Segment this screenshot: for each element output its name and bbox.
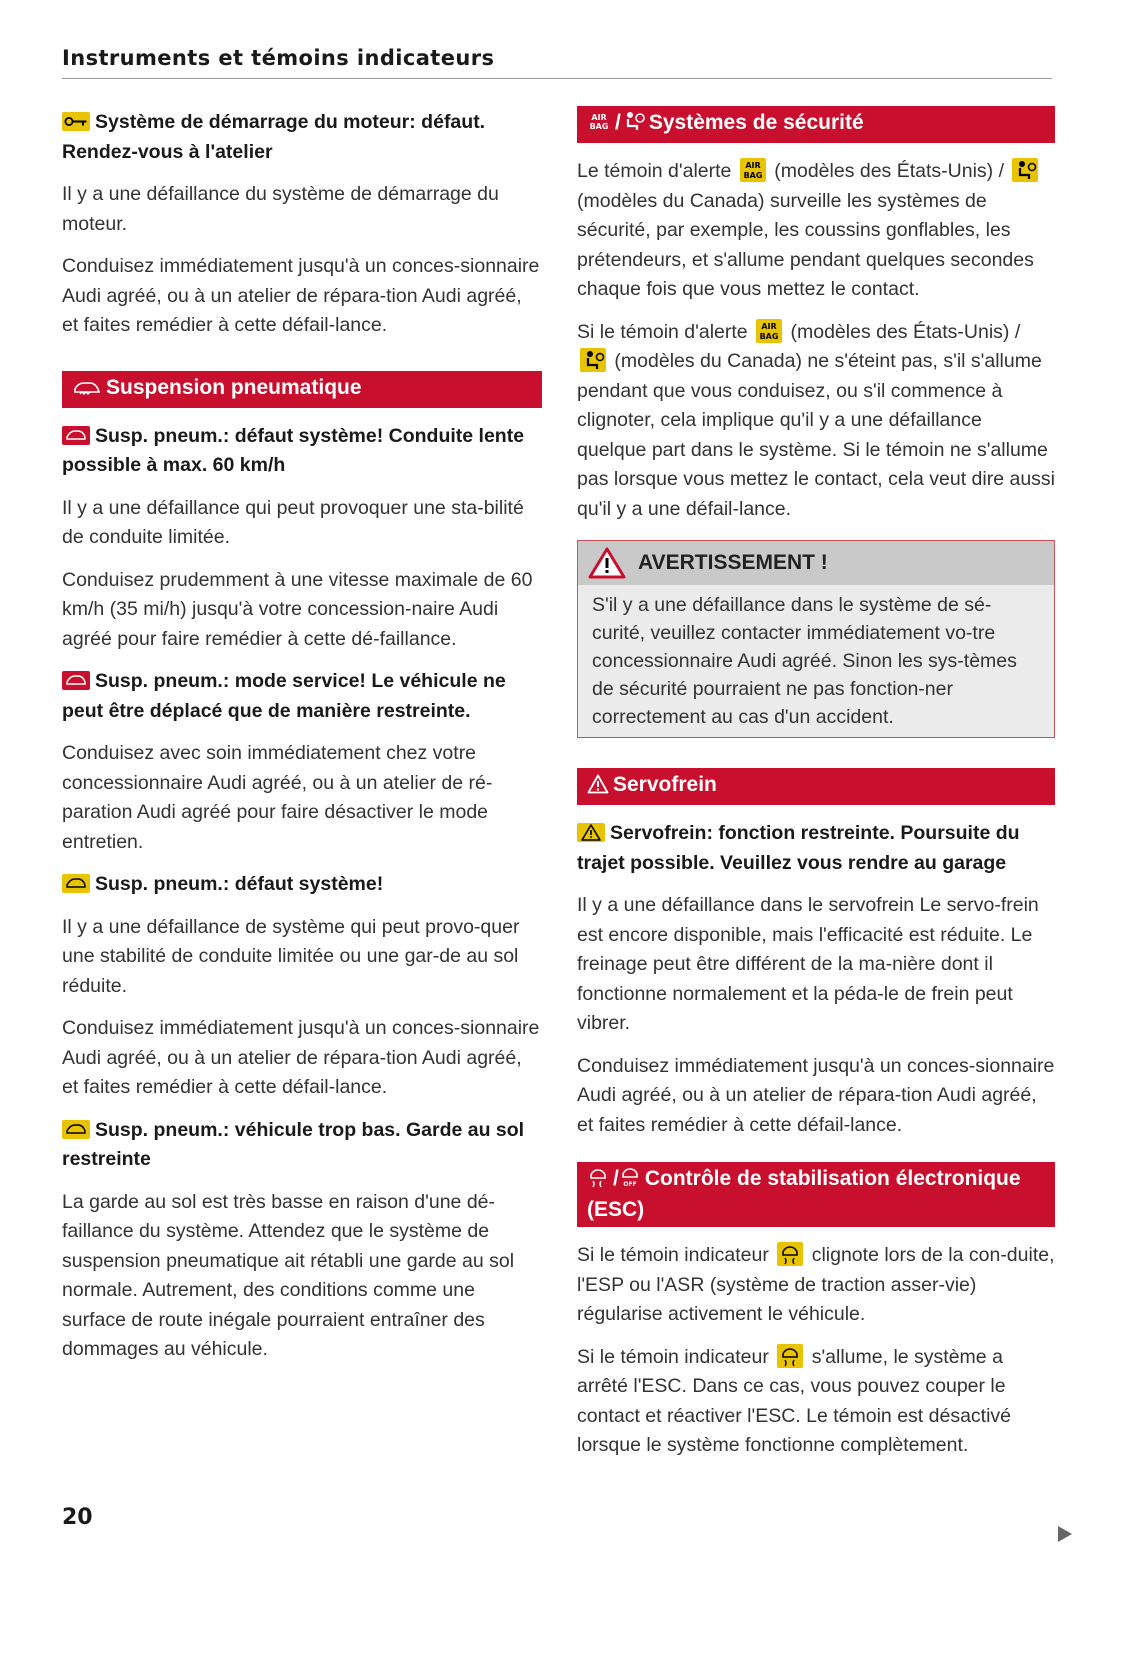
page-number: 20 [62,1505,93,1530]
servo-text-1: Il y a une défaillance dans le servofrein Le servo-frein est encore disponible, mais l'efficacité est réduite. Le freinage peut être différent de la ma-nière dont il fonctionne normalement et la péda-le de frein peut vibrer. [577,894,1039,1034]
engine-start-text-2: Conduisez immédiatement jusqu'à un conces-sionnaire Audi agréé, ou à un atelier de répara-tion Audi agréé, et faites remédier à cette défail-lance. [62,255,540,336]
page-title: Instruments et témoins indicateurs [62,46,495,70]
esc-skid-icon [587,1166,609,1196]
warning-box-title: AVERTISSEMENT ! [638,551,828,574]
suspension-warning-3-heading: Susp. pneum.: défaut système! [62,870,542,900]
suspension-red-icon [62,671,90,690]
airbag-warning-lamp-icon [740,158,766,182]
right-column [577,108,1055,1474]
servo-section-title: Servofrein [577,768,1055,805]
suspension-warning-3-text-1: Il y a une défaillance de système qui peut provo-quer une stabilité de conduite limitée ou une gar-de au sol réduite. [62,915,520,997]
suspension-warning-1-heading: Susp. pneum.: défaut système! Conduite lente possible à max. 60 km/h [62,424,525,476]
seated-passenger-lamp-icon [580,348,606,372]
safety-text-1: Le témoin d'alerte AIR BAG (modèles des États-Unis) / (modèles du Canada) surveille les systèmes de sécurité, par exemple, les coussins gonflables, les prétendeurs, et s'allume pendant quelques secondes chaque fois que vous mettez le contact. [577,157,1055,305]
warning-box-text: S'il y a une défaillance dans le système de sé-curité, veuillez contacter immédiatement vo-tre concessionnaire Audi agréé. Sinon les sys-tèmes de sécurité pourraient ne pas fonction-ner correctement au cas d'un accident. [592,594,1017,728]
suspension-warning-2-heading: Susp. pneum.: mode service! Le véhicule ne peut être déplacé que de manière restreinte. [62,670,506,722]
airbag-icon [587,110,611,140]
suspension-yellow-icon [62,1120,90,1139]
esc-off-icon [619,1166,641,1196]
svg-text:BAG: BAG [743,171,763,180]
engine-start-heading: Système de démarrage du moteur: défaut. Rendez-vous à l'atelier [62,111,486,163]
suspension-warning-4-text-1: La garde au sol est très basse en raison d'une dé-faillance du système. Attendez que le système de suspension pneumatique ait rétabli une garde au sol normale. Autrement, des conditions comme une surface de route inégale pourraient entraîner des dommages au véhicule. [62,1190,515,1360]
key-icon [62,112,90,131]
svg-text:AIR: AIR [591,113,607,122]
warning-triangle-icon [577,823,605,842]
seated-passenger-icon [621,110,645,140]
page-header [62,46,1052,79]
seated-passenger-lamp-icon [1012,158,1038,182]
suspension-warning-3-text-2: Conduisez immédiatement jusqu'à un conces-sionnaire Audi agréé, ou à un atelier de répara-tion Audi agréé, et faites remédier à cette défail-lance. [62,1017,540,1098]
warning-box-body [578,585,1054,737]
esc-skid-lamp-icon [777,1242,803,1266]
svg-text:OFF: OFF [623,1181,637,1188]
svg-text:AIR: AIR [745,161,761,170]
left-column [62,108,542,1378]
esc-section-title: / OFF Contrôle de stabilisation électronique (ESC) [577,1162,1055,1227]
suspension-warning-1-text-2: Conduisez prudemment à une vitesse maximale de 60 km/h (35 mi/h) jusqu'à votre concession-naire Audi agréé pour faire remédier à cette dé-faillance. [62,568,533,650]
suspension-red-icon [62,426,90,445]
engine-start-text-1: Il y a une défaillance du système de démarrage du moteur. [62,183,499,235]
warning-triangle-icon [587,774,609,802]
warning-triangle-icon [588,547,626,579]
safety-warning-box [577,540,1055,738]
airbag-warning-lamp-icon [756,319,782,343]
warning-box-header [578,541,1054,585]
svg-text:AIR: AIR [761,321,777,331]
safety-text-2: Si le témoin d'alerte AIR BAG (modèles des États-Unis) / (modèles du Canada) ne s'éteint pas, s'il s'allume pendant que vous conduisez, ou s'il commence à clignoter, cela implique qu'il y a une défaillance quelque part dans le système. Si le témoin ne s'allume pas lorsque vous mettez le contact, cela veut dire aussi qu'il y a une défail-lance. [577,320,1055,520]
suspension-section-title: Suspension pneumatique [62,371,542,408]
suspension-warning-1-text-1: Il y a une défaillance qui peut provoquer une sta-bilité de conduite limitée. [62,496,524,548]
suspension-warning-2-text-1: Conduisez avec soin immédiatement chez votre concessionnaire Audi agréé, ou à un atelier de ré-paration Audi agréé pour faire désactiver le mode entretien. [62,742,493,853]
esc-skid-lamp-icon [777,1344,803,1368]
svg-text:BAG: BAG [759,331,779,341]
svg-text:BAG: BAG [589,122,609,131]
suspension-warning-4-heading: Susp. pneum.: véhicule trop bas. Garde au sol restreinte [62,1118,525,1170]
servo-warning-heading: Servofrein: fonction restreinte. Poursuite du trajet possible. Veuillez vous rendre au garage [577,822,1020,874]
header-divider [62,78,1052,79]
esc-text-1: Si le témoin indicateur clignote lors de la con-duite, l'ESP ou l'ASR (système de traction asser-vie) régularise activement le véhicule. [577,1244,1055,1325]
car-suspension-icon [72,377,102,405]
safety-section-title: AIR BAG / Systèmes de sécurité [577,106,1055,143]
continue-arrow-icon [1058,1526,1072,1542]
suspension-yellow-icon [62,874,90,893]
esc-text-2: Si le témoin indicateur s'allume, le système a arrêté l'ESC. Dans ce cas, vous pouvez couper le contact et réactiver l'ESC. Le témoin est désactivé lorsque le système fonctionne complètement. [577,1345,1012,1456]
servo-text-2: Conduisez immédiatement jusqu'à un conces-sionnaire Audi agréé, ou à un atelier de répara-tion Audi agréé, et faites remédier à cette défail-lance. [577,1054,1055,1136]
